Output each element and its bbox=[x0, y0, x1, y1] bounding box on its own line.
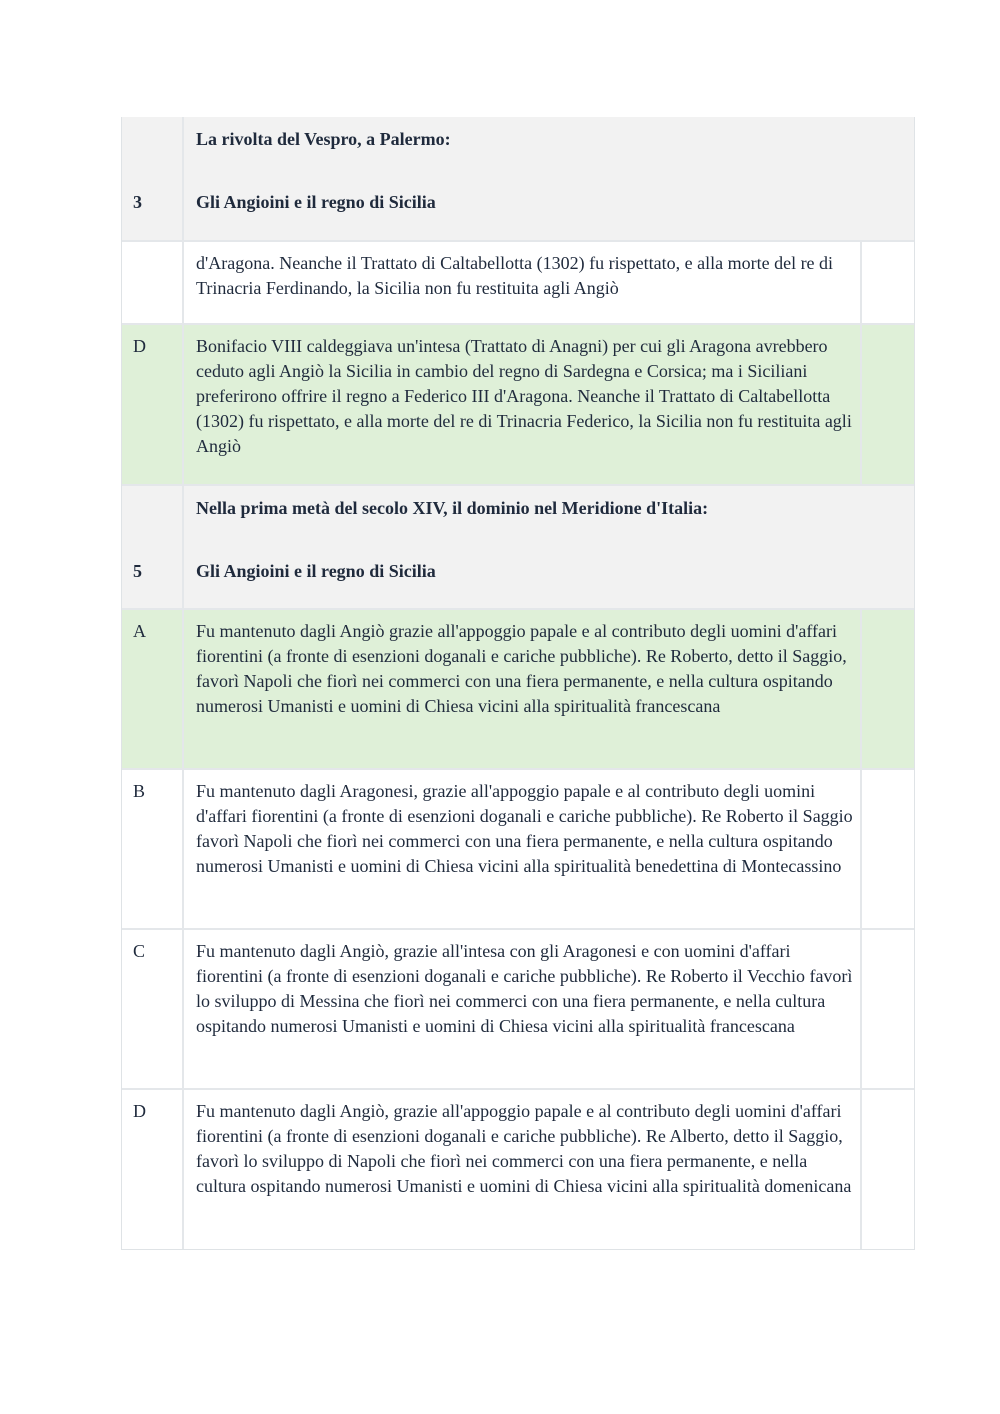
answer-text-cell bbox=[184, 325, 862, 484]
answer-row bbox=[122, 930, 914, 1090]
answer-letter: C bbox=[133, 941, 146, 961]
answer-text-cell bbox=[184, 930, 862, 1088]
answer-letter-cell bbox=[122, 610, 184, 768]
question-header-row bbox=[122, 486, 914, 610]
answer-row-correct bbox=[122, 610, 914, 770]
question-title: Nella prima metà del secolo XIV, il dominio nel Meridione d'Italia: bbox=[196, 498, 709, 518]
answer-letter: D bbox=[133, 1101, 146, 1121]
answer-text: d'Aragona. Neanche il Trattato di Caltabellotta (1302) fu rispettato, e alla morte del re di Trinacria Ferdinando, la Sicilia non fu restituita agli Angiò bbox=[196, 253, 834, 298]
question-number: 3 bbox=[133, 192, 142, 212]
answer-text: Fu mantenuto dagli Angiò grazie all'appoggio papale e al contributo degli uomini d'affari fiorentini (a fronte di esenzioni doganali e cariche pubbliche). Re Roberto, detto il Saggio, favorì Napoli che fiorì nei commerci con una fiera permanente, e nella cultura ospitando numerosi Umanisti e uomini di Chiesa vicini alla spiritualità francescana bbox=[196, 621, 847, 716]
answer-text: Fu mantenuto dagli Angiò, grazie all'intesa con gli Aragonesi e con uomini d'affari fiorentini (a fronte di esenzioni doganali e cariche pubbliche). Re Roberto il Vecchio favorì lo sviluppo di Messina che fiorì nei commerci con una fiera permanente, e nella cultura ospitando numerosi Umanisti e uomini di Chiesa vicini alla spiritualità francescana bbox=[196, 941, 853, 1036]
answer-row-correct bbox=[122, 325, 914, 486]
answer-letter-cell bbox=[122, 325, 184, 484]
answer-extra-cell bbox=[862, 770, 914, 928]
question-number-cell bbox=[122, 486, 184, 608]
answer-text-cell bbox=[184, 610, 862, 768]
question-text-cell bbox=[184, 117, 914, 240]
question-header-row bbox=[122, 117, 914, 242]
answer-row bbox=[122, 770, 914, 930]
answer-extra-cell bbox=[862, 930, 914, 1088]
answer-letter-cell bbox=[122, 242, 184, 323]
quiz-table bbox=[121, 117, 915, 1250]
question-title: La rivolta del Vespro, a Palermo: bbox=[196, 129, 451, 149]
answer-text-cell bbox=[184, 242, 862, 323]
answer-text-cell bbox=[184, 1090, 862, 1249]
answer-letter-cell bbox=[122, 930, 184, 1088]
answer-extra-cell bbox=[862, 1090, 914, 1249]
answer-text: Bonifacio VIII caldeggiava un'intesa (Trattato di Anagni) per cui gli Aragona avrebbero ceduto agli Angiò la Sicilia in cambio del regno di Sardegna e Corsica; ma i Siciliani preferirono offrire il regno a Federico III d'Aragona. Neanche il Trattato di Caltabellotta (1302) fu rispettato, e alla morte del re di Trinacria Federico, la Sicilia non fu restituita agli Angiò bbox=[196, 336, 852, 456]
answer-letter: D bbox=[133, 336, 146, 356]
answer-extra-cell bbox=[862, 610, 914, 768]
question-number: 5 bbox=[133, 561, 142, 581]
answer-text: Fu mantenuto dagli Angiò, grazie all'appoggio papale e al contributo degli uomini d'affari fiorentini (a fronte di esenzioni doganali e cariche pubbliche). Re Alberto, detto il Saggio, favorì lo sviluppo di Napoli che fiorì nei commerci con una fiera permanente, e nella cultura ospitando numerosi Umanisti e uomini di Chiesa vicini alla spiritualità domenicana bbox=[196, 1101, 852, 1196]
answer-text-cell bbox=[184, 770, 862, 928]
question-topic: Gli Angioini e il regno di Sicilia bbox=[196, 561, 436, 581]
answer-letter: B bbox=[133, 781, 146, 801]
question-topic: Gli Angioini e il regno di Sicilia bbox=[196, 192, 436, 212]
answer-row bbox=[122, 242, 914, 325]
answer-text: Fu mantenuto dagli Aragonesi, grazie all'appoggio papale e al contributo degli uomini d'affari fiorentini (a fronte di esenzioni doganali e cariche pubbliche). Re Roberto il Saggio favorì Napoli che fiorì nei commerci con una fiera permanente, e nella cultura ospitando numerosi Umanisti e uomini di Chiesa vicini alla spiritualità benedettina di Montecassino bbox=[196, 781, 853, 876]
answer-extra-cell bbox=[862, 325, 914, 484]
question-number-cell bbox=[122, 117, 184, 240]
answer-letter: A bbox=[133, 621, 146, 641]
question-text-cell bbox=[184, 486, 914, 608]
answer-extra-cell bbox=[862, 242, 914, 323]
answer-letter-cell bbox=[122, 1090, 184, 1249]
answer-row bbox=[122, 1090, 914, 1249]
answer-letter-cell bbox=[122, 770, 184, 928]
